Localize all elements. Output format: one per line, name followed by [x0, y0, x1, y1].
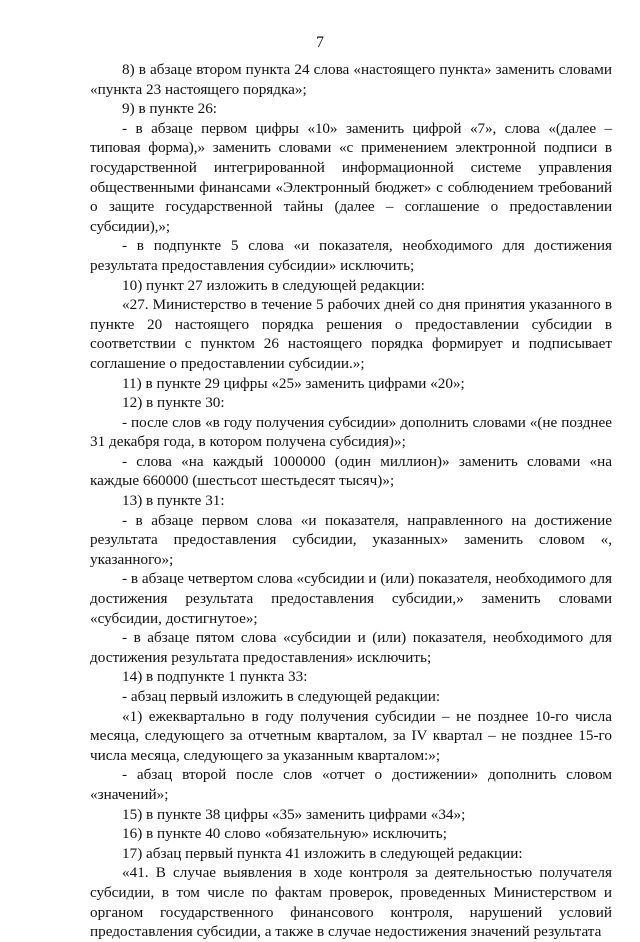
paragraph-item-15: 15) в пункте 38 цифры «35» заменить цифрами «34»; [122, 805, 466, 823]
paragraph-item-13: 13) в пункте 31: [122, 492, 225, 510]
paragraph-item-9: 9) в пункте 26: [122, 100, 218, 118]
paragraph-item-14-subitem-1: - абзац первый изложить в следующей редакции: [122, 688, 441, 705]
paragraph-item-13-subitem-2: - в абзаце четвертом слова «субсидии и (или) показателя, необходимого для достижения результата предоставления субсидии,» заменить словами «субсидии, достигнутое»; [90, 570, 612, 627]
paragraph-item-11: 11) в пункте 29 цифры «25» заменить цифрами «20»; [122, 374, 465, 392]
paragraph-item-10-quote: «27. Министерство в течение 5 рабочих дней со дня принятия указанного в пункте 20 настоящего порядка решения о предоставлении субсидии в соответствии с пунктом 26 настоящего порядка формирует и подписывает соглашение о предоставлении субсидии.»; [90, 296, 612, 372]
paragraph-item-14-subitem-2: - абзац второй после слов «отчет о достижении» дополнить словом «значений»; [90, 766, 612, 803]
paragraph-item-12: 12) в пункте 30: [122, 394, 225, 412]
paragraph-item-8: 8) в абзаце втором пункта 24 слова «настоящего пункта» заменить словами «пункта 23 настоящего порядка»; [90, 61, 612, 98]
paragraph-item-16: 16) в пункте 40 слово «обязательную» исключить; [122, 825, 447, 843]
paragraph-item-9-subitem-2: - в подпункте 5 слова «и показателя, необходимого для достижения результата предоставления субсидии» исключить; [90, 237, 612, 274]
paragraph-item-13-subitem-3: - в абзаце пятом слова «субсидии и (или) показателя, необходимого для достижения результата предоставления» исключить; [90, 629, 612, 666]
paragraph-item-17-quote: «41. В случае выявления в ходе контроля за деятельностью получателя субсидии, в том числе по фактам проверок, проведенных Министерством и органом государственного финансового контроля, нарушений условий предоставления субсидии, а также в случае недостижения значений результата [90, 864, 612, 941]
paragraph-item-14-quote: «1) ежеквартально в году получения субсидии – не позднее 10-го числа месяца, следующего за отчетным кварталом, за IV квартал – не позднее 15-го числа месяца, следующего за указанным кварталом:»; [90, 707, 612, 764]
paragraph-item-12-subitem-1: - после слов «в году получения субсидии» дополнить словами «(не позднее 31 декабря года, в котором получена субсидия)»; [90, 413, 612, 451]
paragraph-item-14: 14) в подпункте 1 пункта 33: [122, 668, 308, 686]
document-body [90, 60, 612, 942]
paragraph-item-10: 10) пункт 27 изложить в следующей редакции: [122, 276, 425, 294]
page-number: 7 [316, 34, 324, 51]
paragraph-item-13-subitem-1: - в абзаце первом слова «и показателя, направленного на достижение результата предоставления субсидии, указанных» заменить словом «, указанного»; [90, 511, 612, 568]
paragraph-item-12-subitem-2: - слова «на каждый 1000000 (один миллион)» заменить словами «на каждые 660000 (шестьсот шестьдесят тысяч)»; [90, 452, 612, 490]
paragraph-item-9-subitem-1: - в абзаце первом цифры «10» заменить цифрой «7», слова «(далее – типовая форма),» заменить словами «с применением электронной подписи в государственной интегрированной информационной системе управления общественными финансами «Электронный бюджет» с соблюдением требований о защите государственной тайны (далее – соглашение о предоставлении субсидии),»; [90, 119, 612, 235]
paragraph-item-17: 17) абзац первый пункта 41 изложить в следующей редакции: [122, 844, 523, 862]
